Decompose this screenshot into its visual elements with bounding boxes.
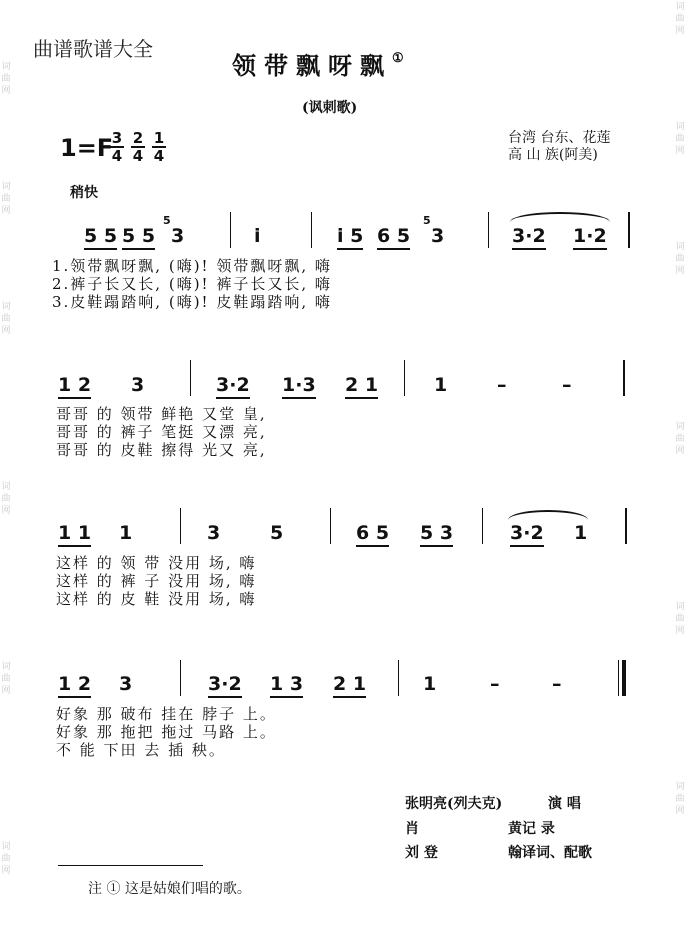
origin-line-1: 台湾 台东、花莲 xyxy=(508,130,611,146)
barline xyxy=(330,508,331,544)
lyric-line: 哥哥 的 领带 鲜艳 又堂 皇, xyxy=(56,405,267,423)
barline xyxy=(180,660,181,696)
song-genre: (讽刺歌) xyxy=(302,100,358,116)
lyric-line: 好象 那 破布 挂在 脖子 上。 xyxy=(56,705,277,723)
note-group: i 5 xyxy=(337,225,363,247)
barline xyxy=(482,508,483,544)
note-group: 3 xyxy=(119,673,133,695)
watermark-char: 词 xyxy=(1,842,11,852)
watermark-char: 网 xyxy=(1,866,11,876)
song-title xyxy=(232,46,404,81)
watermark-char: 曲 xyxy=(675,254,685,264)
note-group: 3·2 xyxy=(510,522,544,544)
note-group: 1·3 xyxy=(282,374,316,396)
watermark-char: 曲 xyxy=(675,794,685,804)
tempo-marking: 稍快 xyxy=(70,185,98,201)
note-group: 1 xyxy=(119,522,133,544)
note-group: 1 1 xyxy=(58,522,91,544)
note-group: 1 2 xyxy=(58,673,91,695)
note-group: 3·2 xyxy=(512,225,546,247)
watermark-left xyxy=(0,0,14,936)
tie xyxy=(510,212,610,222)
note-group: i xyxy=(254,225,261,247)
barline xyxy=(311,212,312,248)
barline xyxy=(190,360,191,396)
site-label: 曲谱歌谱大全 xyxy=(33,37,153,61)
watermark-char: 网 xyxy=(675,146,685,156)
barline xyxy=(628,212,630,248)
title-footnote-mark: ① xyxy=(392,51,404,66)
note-group: – xyxy=(562,374,572,396)
watermark-char: 网 xyxy=(1,686,11,696)
note-group: 5 5 xyxy=(122,225,155,247)
song-title-text: 领带飘呀飘 xyxy=(232,51,392,80)
watermark-char: 曲 xyxy=(1,194,11,204)
note-group: – xyxy=(497,374,507,396)
note-group: 6 5 xyxy=(356,522,389,544)
meter-numerator: 1 xyxy=(153,129,165,147)
watermark-char: 词 xyxy=(675,782,685,792)
meter-denominator: 4 xyxy=(111,147,123,165)
barline xyxy=(180,508,181,544)
watermark-char: 网 xyxy=(1,326,11,336)
meter-numerator: 3 xyxy=(111,129,123,147)
meter-denominator: 4 xyxy=(132,147,144,165)
lyric-line: 这样 的 裤 子 没用 场, 嗨 xyxy=(56,572,257,590)
watermark-char: 网 xyxy=(675,626,685,636)
lyric-line: 哥哥 的 皮鞋 擦得 光又 亮, xyxy=(56,441,267,459)
credit-role: 翰译词、配歌 xyxy=(508,845,592,861)
watermark-char: 词 xyxy=(675,122,685,132)
barline xyxy=(398,660,399,696)
lyric-line: 2.裤子长又长, (嗨)! 裤子长又长, 嗨 xyxy=(52,275,332,293)
note-group: 1 xyxy=(423,673,437,695)
footnote: 注 ① 这是姑娘们唱的歌。 xyxy=(88,881,251,897)
note-group: 1·2 xyxy=(573,225,607,247)
watermark-char: 网 xyxy=(675,26,685,36)
note-group: 5 3 xyxy=(420,522,453,544)
watermark-char: 曲 xyxy=(1,74,11,84)
footnote-divider xyxy=(58,865,203,866)
note-group: 3 xyxy=(171,225,185,247)
barline xyxy=(404,360,405,396)
credit-name: 张明亮(列夫克) xyxy=(405,796,503,812)
lyric-line: 哥哥 的 裤子 笔挺 又漂 亮, xyxy=(56,423,267,441)
watermark-char: 曲 xyxy=(675,134,685,144)
watermark-char: 网 xyxy=(675,266,685,276)
watermark-char: 词 xyxy=(675,422,685,432)
grace-note: 5 xyxy=(423,214,431,227)
watermark-char: 词 xyxy=(675,602,685,612)
watermark-char: 词 xyxy=(1,482,11,492)
credit-role: 演 唱 xyxy=(548,796,581,812)
origin-info xyxy=(508,130,610,164)
watermark-char: 曲 xyxy=(1,854,11,864)
credit-name: 肖 xyxy=(405,821,419,837)
note-group: 3 xyxy=(207,522,221,544)
origin-line-2: 高 山 族(阿美) xyxy=(508,147,598,163)
watermark-char: 曲 xyxy=(675,14,685,24)
note-group: 5 5 xyxy=(84,225,117,247)
watermark-char: 词 xyxy=(675,242,685,252)
watermark-char: 词 xyxy=(1,662,11,672)
grace-note: 5 xyxy=(163,214,171,227)
watermark-char: 词 xyxy=(1,182,11,192)
lyric-line: 这样 的 皮 鞋 没用 场, 嗨 xyxy=(56,590,257,608)
lyric-line: 3.皮鞋蹋踏响, (嗨)! 皮鞋蹋踏响, 嗨 xyxy=(52,293,332,311)
watermark-char: 曲 xyxy=(1,674,11,684)
meter-2-4 xyxy=(131,130,145,164)
note-group: – xyxy=(490,673,500,695)
final-barline-thin xyxy=(618,660,619,696)
barline xyxy=(488,212,489,248)
watermark-char: 词 xyxy=(1,62,11,72)
watermark-char: 曲 xyxy=(1,314,11,324)
meter-3-4 xyxy=(110,130,124,164)
key-signature: 1=F xyxy=(60,134,114,162)
note-group: – xyxy=(552,673,562,695)
final-barline-thick xyxy=(622,660,626,696)
note-group: 2 1 xyxy=(345,374,378,396)
tie xyxy=(508,510,588,520)
watermark-char: 网 xyxy=(1,206,11,216)
meter-numerator: 2 xyxy=(132,129,144,147)
watermark-char: 曲 xyxy=(675,434,685,444)
note-group: 1 2 xyxy=(58,374,91,396)
lyric-line: 1.领带飘呀飘, (嗨)! 领带飘呀飘, 嗨 xyxy=(52,257,332,275)
note-group: 1 xyxy=(574,522,588,544)
note-group: 3 xyxy=(431,225,445,247)
note-group: 3·2 xyxy=(216,374,250,396)
watermark-right xyxy=(674,0,688,936)
barline xyxy=(625,508,627,544)
note-group: 2 1 xyxy=(333,673,366,695)
barline xyxy=(230,212,231,248)
note-group: 5 xyxy=(270,522,284,544)
meter-1-4 xyxy=(152,130,166,164)
meter-denominator: 4 xyxy=(153,147,165,165)
watermark-char: 曲 xyxy=(1,494,11,504)
watermark-char: 词 xyxy=(1,302,11,312)
lyric-line: 不 能 下田 去 插 秧。 xyxy=(56,741,226,759)
lyric-line: 好象 那 拖把 拖过 马路 上。 xyxy=(56,723,277,741)
watermark-char: 网 xyxy=(675,446,685,456)
note-group: 1 3 xyxy=(270,673,303,695)
note-group: 3·2 xyxy=(208,673,242,695)
watermark-char: 网 xyxy=(1,506,11,516)
watermark-char: 网 xyxy=(675,806,685,816)
watermark-char: 网 xyxy=(1,86,11,96)
note-group: 1 xyxy=(434,374,448,396)
barline xyxy=(623,360,625,396)
watermark-char: 词 xyxy=(675,2,685,12)
note-group: 3 xyxy=(131,374,145,396)
credit-name: 刘 登 xyxy=(405,845,438,861)
credit-role: 黄记 录 xyxy=(508,821,555,837)
lyric-line: 这样 的 领 带 没用 场, 嗨 xyxy=(56,554,257,572)
note-group: 6 5 xyxy=(377,225,410,247)
watermark-char: 曲 xyxy=(675,614,685,624)
